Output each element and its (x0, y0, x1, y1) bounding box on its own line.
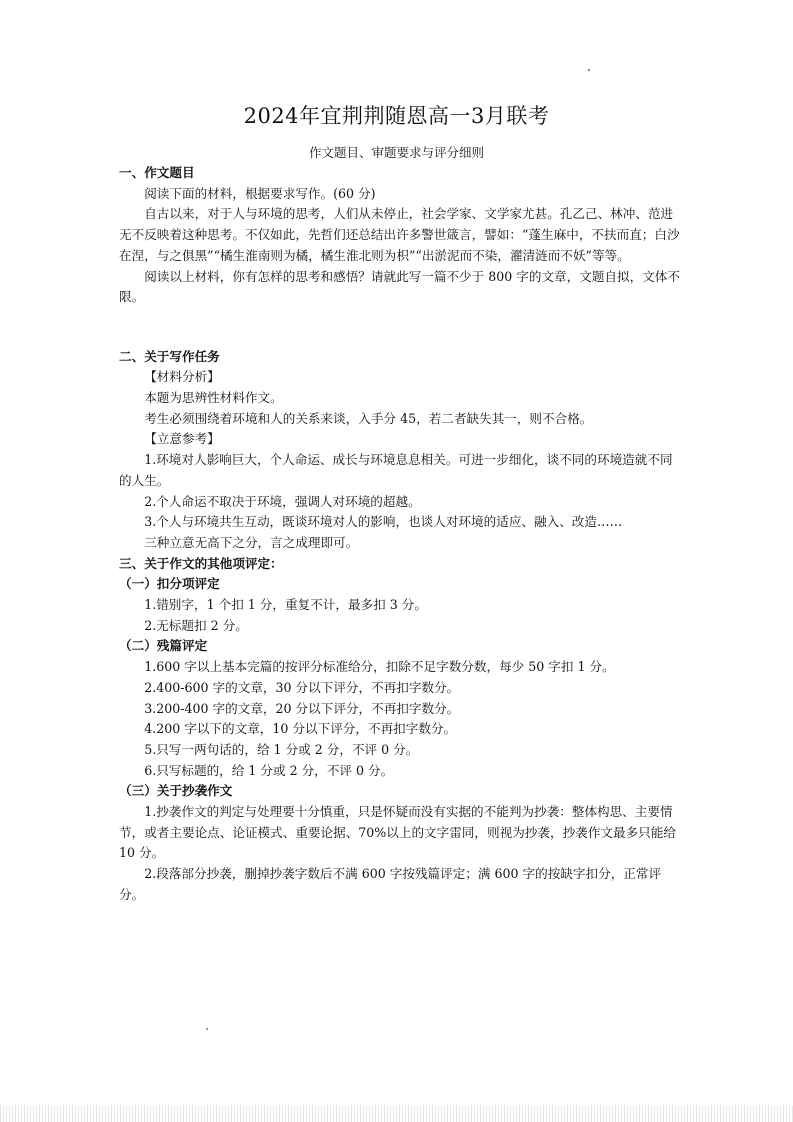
incomplete-item: 4.200 字以下的文章，10 分以下评分，不再扣字数分。 (144, 721, 457, 737)
section2-heading: 二、关于写作任务 (119, 348, 220, 364)
incomplete-item: 5.只写一两句话的，给 1 分或 2 分，不评 0 分。 (144, 741, 419, 757)
reference-item: 3.个人与环境共生互动，既谈环境对人的影响，也谈人对环境的适应、融入、改造…… (144, 514, 623, 530)
deduction-item: 2.无标题扣 2 分。 (144, 617, 248, 633)
plagiarism-heading: （三）关于抄袭作文 (119, 783, 233, 799)
document-body (119, 163, 681, 906)
reference-closing: 三种立意无高下之分，言之成理即可。 (144, 534, 359, 550)
incomplete-item: 1.600 字以上基本完篇的按评分标准给分，扣除不足字数分数，每少 50 字扣 1 分。 (144, 659, 615, 675)
analysis-paragraph: 考生必须围绕着环境和人的关系来谈，入手分 45，若二者缺失其一，则不合格。 (144, 410, 593, 426)
incomplete-item: 3.200-400 字的文章，20 分以下评分，不再扣字数分。 (144, 700, 460, 716)
analysis-label: 【材料分析】 (144, 369, 220, 385)
plagiarism-item: 1.抄袭作文的判定与处理要十分慎重，只是怀疑而没有实据的不能判为抄袭：整体构思、主要情节，或者主要论点、论证模式、重要论据、70%以上的文字雷同，则视为抄袭，抄袭作文最多只能给 10 分。 (119, 804, 676, 861)
scan-bottom-edge (0, 1106, 793, 1122)
incomplete-item: 2.400-600 字的文章，30 分以下评分，不再扣字数分。 (144, 679, 460, 695)
deduction-item: 1.错别字，1 个扣 1 分，重复不计，最多扣 3 分。 (144, 597, 427, 613)
section1-paragraph: 阅读下面的材料，根据要求写作。(60 分) (144, 185, 376, 201)
analysis-paragraph: 本题为思辨性材料作文。 (144, 390, 283, 406)
reference-item: 1.环境对人影响巨大，个人命运、成长与环境息息相关。可进一步细化，谈不同的环境造就不同的人生。 (119, 452, 673, 488)
scan-mark (206, 1028, 208, 1030)
spacer (119, 329, 681, 347)
scan-dot (588, 69, 590, 71)
spacer (119, 308, 681, 329)
document-subtitle: 作文题目、审题要求与评分细则 (308, 145, 484, 160)
section1-paragraph: 阅读以上材料，你有怎样的思考和感悟？请就此写一篇不少于 800 字的文章，文题自拟，文体不限。 (119, 268, 680, 305)
plagiarism-item: 2.段落部分抄袭，删掉抄袭字数后不满 600 字按残篇评定；满 600 字的按缺字扣分，正常评分。 (119, 866, 662, 902)
section1-heading: 一、作文题目 (119, 165, 195, 180)
reference-label: 【立意参考】 (144, 431, 220, 447)
reference-item: 2.个人命运不取决于环境，强调人对环境的超越。 (144, 493, 421, 509)
section1-paragraph: 自古以来，对于人与环境的思考，人们从未停止，社会学家、文学家尤甚。孔乙己、林冲、范进无不反映着这种思考。不仅如此，先哲们还总结出许多警世箴言，譬如：“蓬生麻中，不扶而直；白沙在涅，与之俱黑”“橘生淮南则为橘，橘生淮北则为枳”“出淤泥而不染，濯清涟而不妖”等等。 (119, 206, 680, 263)
incomplete-item: 6.只写标题的，给 1 分或 2 分，不评 0 分。 (144, 762, 394, 778)
incomplete-heading: （二）残篇评定 (119, 638, 208, 654)
deduction-heading: （一）扣分项评定 (119, 576, 220, 592)
section3-heading: 三、关于作文的其他项评定： (119, 555, 283, 571)
document-title: 2024年宜荆荆随恩高一3月联考 (243, 104, 550, 128)
